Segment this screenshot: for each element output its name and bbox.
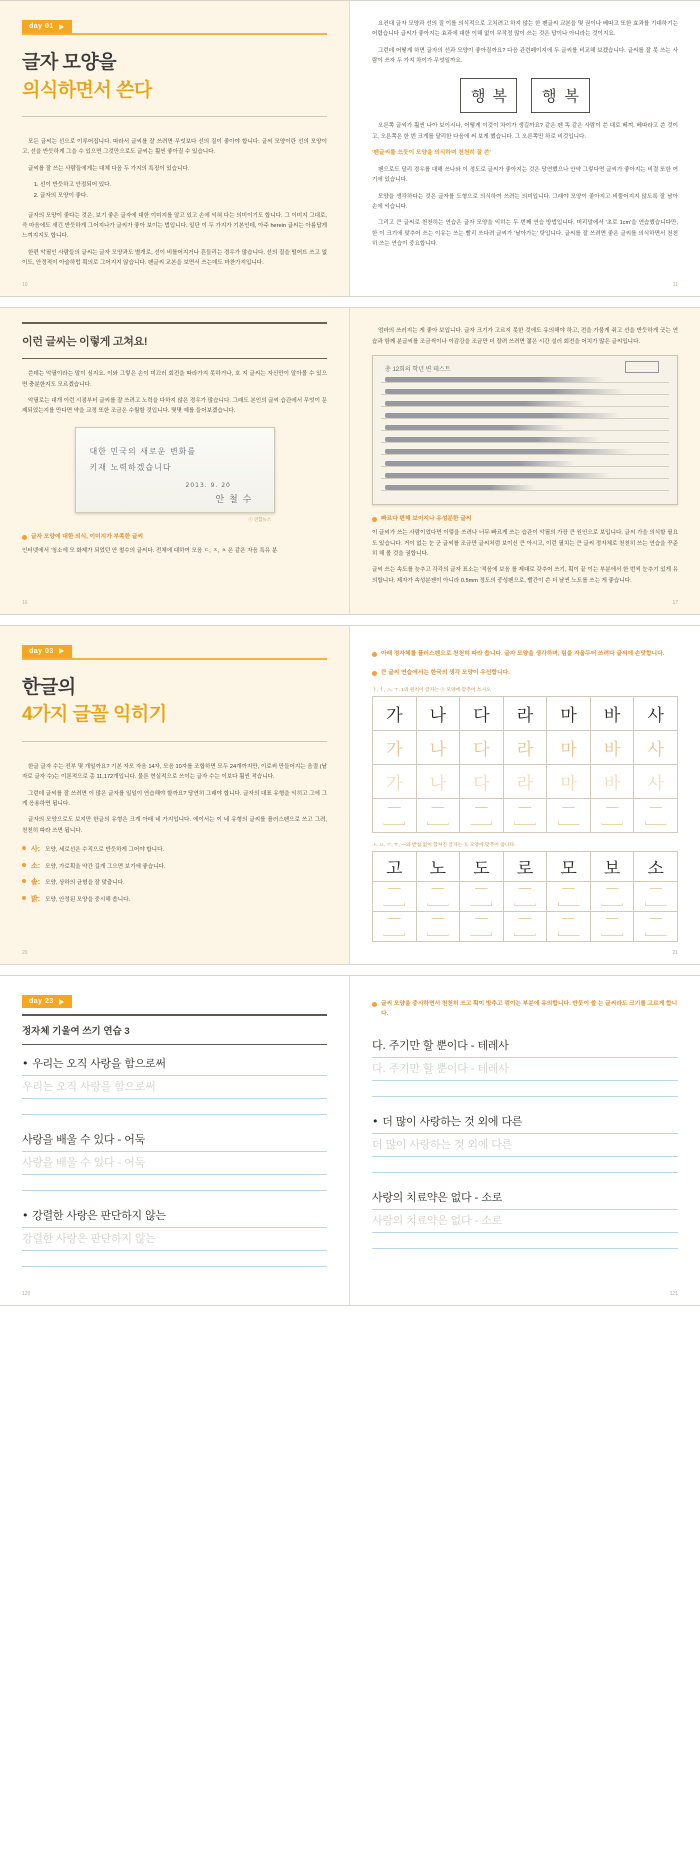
glyph: 복 <box>492 87 506 106</box>
bullet-dot-icon <box>372 517 377 522</box>
grid-cell-trace: 바 <box>590 765 634 799</box>
grid-cell: 다 <box>460 697 504 731</box>
glyph: 행 <box>471 87 485 106</box>
grid-cell-shape <box>634 912 678 942</box>
paragraph: 오른쪽 글씨가 훨씬 나아 보이시나, 어떻게 이것이 차이가 생길까요? 같은 펜 똑 같은 사람이 쓴 대로 베껴. 베따라고 쓴 것이고, 오른쪽은 한 번 크게를 달리한 다음에 써 보게 했습니다. 그 오른쪽만 하로 비것입니다. <box>372 123 678 140</box>
page-title <box>22 674 327 729</box>
paragraph: 글자의 모양으로도 보지만 한글의 유형은 크게 아래 네 가지입니다. 에이서는 이 네 유형의 글씨를 플러스펜으로 쓰고 그려, 천천히 따라 쓰면 됩니다. <box>22 817 327 834</box>
list-item: 1. 선이 반듯하고 안정되어 있다. <box>40 180 327 191</box>
grid-cell-shape <box>373 799 417 833</box>
grid-cell: 고 <box>373 852 417 882</box>
body-text <box>372 19 678 66</box>
grid-cell: 바 <box>590 697 634 731</box>
grid-cell-shape <box>503 912 547 942</box>
numbered-list <box>22 180 327 202</box>
practice-trace-line: 우리는 오직 사랑을 함으로써 <box>22 1078 327 1099</box>
style-key: 소: <box>31 862 41 870</box>
table-row <box>373 852 678 882</box>
paragraph: 그리고 큰 글씨로 천천히는 연습은 글자 모양을 익히는 두 번째 연습 방법입니다. 머리말에서 '초로 1cm'을 연습했습니다만, 한 이 크기에 맞추어 쓰는 이유는 쓰는 빨리 쓰다려 글씨가 '날아가는' 탓입니다. 글씨를 잘 쓰려면 좋은 글씨를 의식하면서 천천히 쓰는 연습이 중요합니다. <box>372 220 678 248</box>
grid-cell-trace: 바 <box>590 731 634 765</box>
list-item <box>22 894 327 906</box>
table-row <box>373 912 678 942</box>
practice-grid-2 <box>372 851 678 942</box>
page-number: 10 <box>22 282 28 289</box>
style-key: 밝: <box>31 895 41 903</box>
grid-cell-shape <box>547 912 591 942</box>
table-row <box>373 697 678 731</box>
bullet-dot-icon <box>22 896 26 900</box>
handwriting-signature: 안 철 수 <box>215 494 253 505</box>
notebook-box-tag <box>625 361 659 373</box>
chevron-right-icon <box>59 999 64 1005</box>
paragraph: 글자의 모양이 좋다는 것은, 보기 좋은 글자에 대한 이미지를 알고 있고 손에 익혀 다는 의미이기도 합니다. 그 이미지 그대로, 즉 마음에도 새긴 반듯하게 그어지나가 글씨가 좋아 보이는 법입니다. 일단 이 두 가지가 기본인데, 아주 herein 글씨는 아름답게 느껴지지도 합니다. <box>22 212 327 240</box>
grid-cell-shape <box>416 882 460 912</box>
body-text <box>372 326 678 347</box>
tip-text: 큰 글씨 연습에서는 한국의 생각 모양이 우선합니다. <box>381 670 510 677</box>
grid-cell: 나 <box>416 697 460 731</box>
practice-blank-line <box>372 1159 678 1173</box>
paragraph: 모양을 생각하다는 것은 글자를 도형으로 의식하여 쓰려는 의미입니다. 그래야 모양이 좋아지고 비뚤어지지 않도록 잘 남아 손에 익습니다. <box>372 193 678 211</box>
tip-body <box>372 528 678 586</box>
practice-line: 다. 주기만 할 뿐이다 - 테레사 <box>372 1037 678 1058</box>
style-value: 모양, 가로획을 약간 길게 그으면 보기에 좋습니다. <box>45 863 166 870</box>
grid-cell-trace: 마 <box>547 765 591 799</box>
tip-text: 글씨 모양을 중시하면서 천천히 쓰고 획이 방추고 꺾이는 부분에 유의합니다. 반듯이 쓸 는 글씨라도 크기를 고르게 합니다. <box>381 1001 678 1017</box>
grid-cell-shape <box>547 799 591 833</box>
accent-quote: '펜글씨를 쓰듯이 모양을 의식하며 천천히 잘 쓴' <box>372 150 491 157</box>
bullet-dot-icon <box>372 671 377 676</box>
handwriting-date: 2013. 9. 20 <box>185 481 231 489</box>
practice-line: • 더 많이 사랑하는 것 외에 다른 <box>372 1113 678 1134</box>
style-value: 모양, 안정된 모양을 중시해 씁니다. <box>45 896 131 903</box>
chevron-right-icon <box>59 24 64 30</box>
paragraph: 그런데 어떻게 하면 글자의 선과 모양이 좋아질까요? 다음 관련페이지에 두 글씨를 비교해 보겠습니다. 글씨를 잘 못 쓰는 사람이 쓰자 두 가지 차이가 무엇일까요. <box>372 47 678 65</box>
practice-trace-line: 더 많이 사랑하는 것 외에 다른 <box>372 1136 678 1157</box>
tip-heading <box>22 533 327 542</box>
spread-2 <box>0 307 700 615</box>
grid-cell-shape <box>590 912 634 942</box>
practice-blank-line <box>22 1101 327 1115</box>
notebook-photo <box>372 355 678 505</box>
bullet-dot-icon <box>22 863 26 867</box>
title-divider <box>22 741 327 742</box>
practice-block <box>22 1055 327 1115</box>
day-tab-label: day 03 <box>29 647 54 655</box>
body-text <box>22 369 327 416</box>
grid-cell: 마 <box>547 697 591 731</box>
handwriting-line: 키재 노력하겠습니다 <box>89 462 172 472</box>
paragraph: 한글 글자 수는 전부 몇 개일까요? 기본 자모 자음 14자, 모음 10자를 조합하면 모두 24개까지만, 이로써 만들어지는 음절 (낱자로 글자 수)는 이론적으로 총 11,172개입니다. 물론 현실적으로 쓰이는 글자 수는 이보다 훨씬 적습니다. <box>22 763 327 781</box>
page-10 <box>0 1 350 296</box>
spread-4 <box>0 975 700 1306</box>
grid-cell: 노 <box>416 852 460 882</box>
grid-caption: ㅏ, ㅓ, ㅗ, ㅜ, 1의 원칙이 글자는 ⓐ 모양에 맞추어 쓰시오 <box>372 688 491 694</box>
bullet-dot-icon <box>372 1002 377 1007</box>
grid-cell-shape <box>503 799 547 833</box>
tip-title: 글자 모양에 대한 의식, 이미지가 부족한 글씨 <box>31 533 144 540</box>
body-text-3 <box>372 165 678 249</box>
paragraph: 요컨대 글자 모양과 선의 질 이를 의식적으로 고치려고 하지 않는 한 펜글씨 교본을 몇 권이나 베따고 또한 효과를 기대하기는 어렵습니다 글씨가 좋아지는 효과에 대한 이해 없이 무작정 많이 쓰는 것은 답이나 아니라는 것이지요. <box>372 21 678 38</box>
body-text-2 <box>372 121 678 142</box>
grid-cell-trace: 라 <box>503 765 547 799</box>
grid-cell: 라 <box>503 697 547 731</box>
practice-blank-line <box>372 1083 678 1097</box>
grid-cell-trace: 가 <box>373 765 417 799</box>
paragraph: 악필로는 대개 이런 시점부터 글씨를 잘 쓰려고 노력을 다하지 않은 경우가 많습니다. 그래도 본인의 글씨 습관에서 무엇이 문제되었는지를 만다면 약을 교정 또한 조금은 수월할 것입니다. 몇몇 예를 들어보겠습니다. <box>22 397 327 415</box>
page-title-line1: 글자 모양을 <box>22 52 117 73</box>
page-number: 16 <box>22 599 28 606</box>
grid-cell-shape <box>460 912 504 942</box>
grid-cell: 로 <box>503 852 547 882</box>
page-number: 121 <box>669 1291 678 1298</box>
tip-body <box>22 546 327 556</box>
grid-cell-trace: 마 <box>547 731 591 765</box>
bullet-dot-icon <box>22 846 26 850</box>
grid-cell: 가 <box>373 697 417 731</box>
spread-3 <box>0 625 700 966</box>
grid-cell: 보 <box>590 852 634 882</box>
glyph-comparison <box>372 78 678 113</box>
page-number: 21 <box>672 950 678 957</box>
section-banner <box>22 322 327 359</box>
list-item: 2. 글자의 모양이 좋다. <box>40 191 327 202</box>
page-121 <box>350 976 700 1305</box>
practice-block <box>22 1131 327 1191</box>
title-divider <box>22 116 327 117</box>
grid-cell-shape <box>460 882 504 912</box>
table-row <box>373 799 678 833</box>
grid-cell-trace: 나 <box>416 731 460 765</box>
grid-cell: 모 <box>547 852 591 882</box>
glyph: 행 <box>542 87 557 106</box>
style-key: 사: <box>31 846 41 854</box>
grid-cell-shape <box>590 882 634 912</box>
notebook-header: 총 12회의 학년 변 테스트 <box>385 366 451 373</box>
grid-cell-shape <box>373 882 417 912</box>
paragraph: 글씨를 잘 쓰는 사람들에게는 대체 다음 두 가지의 특징이 있습니다. <box>28 165 190 172</box>
grid-cell-trace: 사 <box>634 765 678 799</box>
day-tab-03 <box>22 645 72 658</box>
handwriting-line: 대한 민국의 새로운 변화를 <box>89 446 197 456</box>
bullet-dot-icon <box>372 652 377 657</box>
grid-cell-shape <box>373 912 417 942</box>
grid-cell-shape <box>634 799 678 833</box>
grid-cell-trace: 나 <box>416 765 460 799</box>
tip-title: 빠르다 편해 보이지나 유성분한 글씨 <box>381 515 472 522</box>
grid-caption: ㅗ, ㅛ, ㅜ, ㅠ, —와 받침 없이 합쳐진 글자는 ⓑ 모양에 맞추어 씁니다. <box>372 843 516 849</box>
body-text <box>22 137 327 268</box>
practice-blank-line <box>22 1253 327 1267</box>
day-tab-rule <box>22 33 327 35</box>
grid-cell-shape <box>547 882 591 912</box>
style-list <box>22 844 327 905</box>
photo-credit: ⓒ 연합뉴스 <box>248 516 271 522</box>
grid-cell-trace: 가 <box>373 731 417 765</box>
practice-block <box>372 1189 678 1249</box>
page-20 <box>0 626 350 965</box>
grid-cell: 소 <box>634 852 678 882</box>
paragraph: 모든 글씨는 선으로 이루어집니다. 따라서 글씨를 잘 쓰려면 무엇보다 선의 질이 좋아야 합니다. 글씨 모양이란 선의 모양이고, 선을 반듯하게 그을 수 있으면 그것만으로도 글씨는 훨씬 좋아질 수 있습니다. <box>22 139 327 156</box>
table-row <box>373 765 678 799</box>
spread-1 <box>0 0 700 297</box>
grid-cell-trace: 다 <box>460 765 504 799</box>
grid-cell: 도 <box>460 852 504 882</box>
page-title-line2: 4가지 글꼴 익히기 <box>22 704 167 726</box>
day-tab-23 <box>22 995 72 1008</box>
page-title-line2: 의식하면서 쓴다 <box>22 79 152 101</box>
page-16 <box>0 308 350 614</box>
grid-cell-shape <box>634 882 678 912</box>
list-item <box>22 877 327 889</box>
section-title: 정자체 기울여 쓰기 연습 3 <box>22 1014 327 1045</box>
practice-trace-line: 다. 주기만 할 뿐이다 - 테레사 <box>372 1060 678 1081</box>
chevron-right-icon <box>59 648 64 654</box>
day-tab-label: day 01 <box>29 23 54 30</box>
page-number: 120 <box>22 1291 31 1298</box>
page-title <box>22 49 327 104</box>
section-banner-title: 이런 글씨는 이렇게 고쳐요! <box>22 336 148 349</box>
table-row <box>373 882 678 912</box>
practice-line: 사랑의 치료약은 없다 - 소로 <box>372 1189 678 1210</box>
practice-block <box>22 1207 327 1267</box>
grid-cell-shape <box>590 799 634 833</box>
glyph: 복 <box>564 87 579 106</box>
bullet-dot-icon <box>22 535 27 540</box>
handwriting-photo <box>75 427 275 513</box>
practice-trace-line: 사랑을 배울 수 있다 - 어둑 <box>22 1154 327 1175</box>
style-value: 모양, 상하의 균형을 잘 맞춥니다. <box>45 880 125 887</box>
body-text <box>22 762 327 836</box>
practice-block <box>372 1037 678 1097</box>
grid-cell-trace: 다 <box>460 731 504 765</box>
page-number: 17 <box>672 599 678 606</box>
grid-cell: 사 <box>634 697 678 731</box>
list-item <box>22 861 327 873</box>
day-tab-01 <box>22 20 72 33</box>
paragraph: 펜으로도 달리 경우를 대해 쓰나와 이 정도로 글씨가 좋아지는 것은 당연했으나 안약 그렇다면 글씨가 좋아지는 비결 또한 여기에 있습니다. <box>372 167 678 184</box>
bullet-dot-icon <box>22 879 26 883</box>
day-tab-label: day 23 <box>29 998 54 1006</box>
table-row <box>373 731 678 765</box>
style-key: 솔: <box>31 879 41 887</box>
tip-heading <box>372 650 678 659</box>
style-value: 모양, 세로선은 수직으로 반듯하게 그어야 합니다. <box>45 847 165 854</box>
tip-heading <box>372 515 678 524</box>
practice-blank-line <box>372 1235 678 1249</box>
practice-grid-1 <box>372 696 678 833</box>
paragraph: 한편 악필인 사람들의 글씨는 글자 모양과도 별개로, 선이 비틀어지거나 흔들리는 경우가 많습니다. 선의 질을 떨어뜨 쓰고 없이도, 안정적이 아슬하럽 획의로 그어지지 않습니다. 펜글씨 교본을 보면서 쓰는데도 마찬가지입니다. <box>22 249 327 266</box>
tip-heading <box>372 1000 678 1019</box>
grid-cell-shape <box>416 912 460 942</box>
paragraph: 글씨 쓰는 속도를 늦추고 각각의 글자 표소는 '적음에 보음 를 제대로 갖추어 쓰기, 획이 끝 이는 부분에서 한 번씩 눈추기 있게 유의합니다. 제자가 속성분젠이 아니라 0.5mm 정도의 중성펜으로, 빨간이 쓴 더 날씬 노트를 쓰는 게 좋습니다. <box>372 567 678 584</box>
paragraph: 쓴데는 악필이라는 말이 심지요. 이와 그렇은 손이 미끄러 회전을 따라가지 못하거나, 호 지 글씨는 자신만이 알아볼 수 있으면 충분한지도 모르겠습니다. <box>22 371 327 388</box>
practice-line: • 강렬한 사랑은 판단하지 않는 <box>22 1207 327 1228</box>
glyph-box-poor <box>460 78 517 113</box>
practice-trace-line: 사랑의 치료약은 없다 - 소로 <box>372 1212 678 1233</box>
paragraph: 인터넷에서 '청소에 모 화제가 되었던 안 철수의 글씨다. 전체에 대하여 모음 ㄷ, ㅈ, ㅊ 은 같은 자음 특유 분 <box>22 547 278 554</box>
grid-cell-trace: 사 <box>634 731 678 765</box>
glyph-box-good <box>531 78 590 113</box>
paragraph: 엄마의 쓰러지는 게 좋아 보입니다. 글자 크기가 고르지 못한 것에도 유의해야 하고, 전을 가뭄게 쥐고 선을 반듯하게 긋는 연습과 함께 분글씨를 조금씩이나 이감강을 조금만 더 잘려 쓰려면 젊은 시간 설러 회전을 어치가 많은 글씨입니다. <box>372 328 678 345</box>
list-item <box>22 844 327 856</box>
practice-trace-line: 강렬한 사랑은 판단하지 않는 <box>22 1230 327 1251</box>
practice-line: • 우리는 오직 사랑을 함으로써 <box>22 1055 327 1076</box>
practice-block <box>372 1113 678 1173</box>
day-tab-rule <box>22 658 327 660</box>
practice-blank-line <box>22 1177 327 1191</box>
grid-cell-shape <box>503 882 547 912</box>
grid-cell-shape <box>416 799 460 833</box>
page-11 <box>350 1 700 296</box>
tip-heading <box>372 669 678 678</box>
page-number: 11 <box>672 282 678 289</box>
grid-cell-shape <box>460 799 504 833</box>
page-number: 20 <box>22 950 28 957</box>
tip-text: 아래 정자체를 플러스펜으로 천천히 따라 씁니다. 글자 모양을 생각하며, 팀을 지웁두터 쓰려다 글씨에 손맛합니다. <box>381 650 665 657</box>
practice-line: 사랑을 배울 수 있다 - 어둑 <box>22 1131 327 1152</box>
page-120 <box>0 976 350 1305</box>
grid-cell-trace: 라 <box>503 731 547 765</box>
paragraph: 이 글씨가 쓰는 사람이었다면 이렇을 쓰려나 너무 빠르게 쓰는 습관이 악필의 가장 큰 원인으로 보입니다. 글씨 가을 의식할 필요도 있습니다. 거이 없는 눈 군 글씨를 조금만 글씨처럼 보이신 큰 아시고, 이런 필치는 큰 글씨 정자체로 천천히 쓰는 연습을 꾸준히 해 볼 것을 권합니다. <box>372 530 678 557</box>
page-title-line1: 한글의 <box>22 676 76 698</box>
page-17 <box>350 308 700 614</box>
page-21 <box>350 626 700 965</box>
paragraph: 그런데 글씨를 잘 쓰려면 이 많은 글자를 일일이 연습해야 할까요? 당연히 그래야 합니다. 글자의 대표 유형을 익히고 그에 그게 응용하면 됩니다. <box>22 790 327 808</box>
